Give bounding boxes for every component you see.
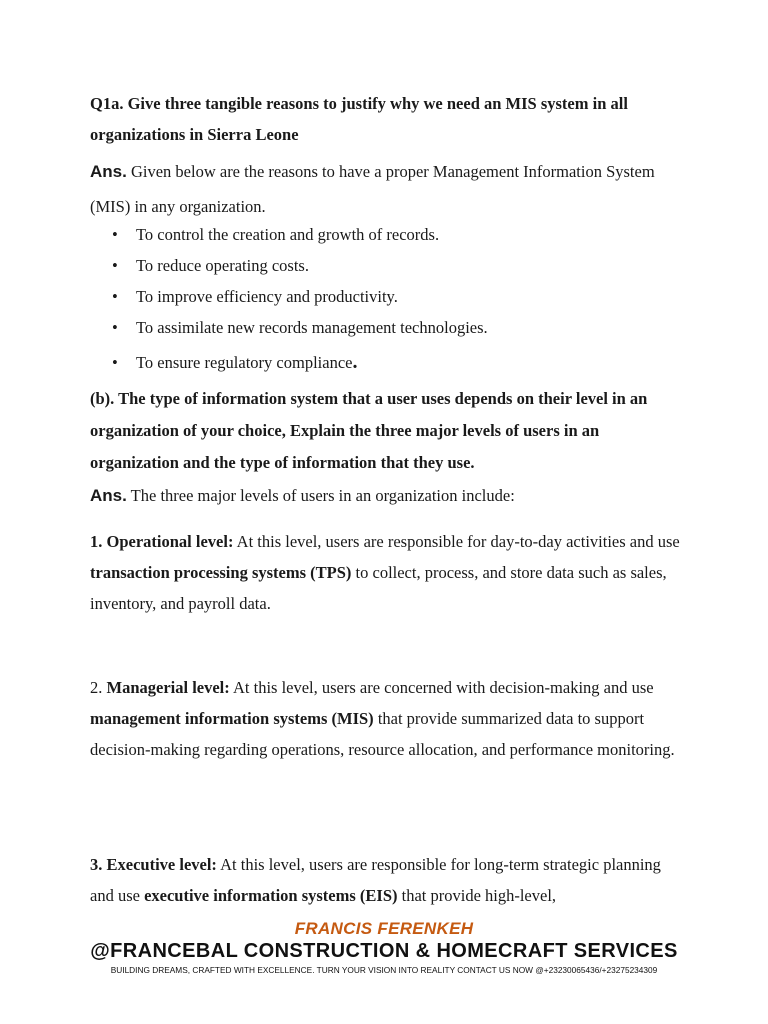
level-title: 1. Operational level:: [90, 532, 234, 551]
system-name: management information systems (MIS): [90, 709, 374, 728]
executive-level-paragraph: 3. Executive level: At this level, users are responsible for long-term strategic planning and use executive information systems (EIS) that provide high-level,: [90, 855, 661, 905]
answer-1b: [90, 480, 680, 511]
list-item: • To control the creation and growth of records.: [112, 225, 440, 244]
answer-1a-text: Given below are the reasons to have a proper Management Information System (MIS) in any organization.: [90, 162, 655, 216]
list-item: • To assimilate new records management technologies.: [112, 318, 488, 337]
author-name: FRANCIS FERENKEH: [294, 919, 474, 938]
bullet-icon: •: [112, 225, 118, 244]
list-item: • To improve efficiency and productivity.: [112, 287, 398, 306]
company-name: @FRANCEBAL CONSTRUCTION & HOMECRAFT SERVICES: [90, 940, 678, 962]
managerial-level-paragraph: 2. Managerial level: At this level, users are concerned with decision-making and use management information systems (MIS) that provide summarized data to support decision-making regarding operations, resource allocation, and performance monitoring.: [90, 678, 675, 759]
answer-1a: [90, 154, 680, 224]
system-name: executive information systems (EIS): [144, 886, 398, 905]
level-title: Managerial level:: [106, 678, 230, 697]
company-tagline: BUILDING DREAMS, CRAFTED WITH EXCELLENCE. TURN YOUR VISION INTO REALITY CONTACT US NOW @+23230065436/+23275234309: [110, 965, 658, 975]
question-1a: Q1a. Give three tangible reasons to justify why we need an MIS system in all organizations in Sierra Leone: [90, 94, 628, 144]
system-name: transaction processing systems (TPS): [90, 563, 352, 582]
operational-level-paragraph: 1. Operational level: At this level, users are responsible for day-to-day activities and use transaction processing systems (TPS) to collect, process, and store data such as sales, inventory, and payroll data.: [90, 532, 680, 613]
level-title: 3. Executive level:: [90, 855, 217, 874]
list-item: • To ensure regulatory compliance.: [112, 351, 358, 373]
bullet-icon: •: [112, 287, 118, 306]
bullet-icon: •: [112, 318, 118, 337]
answer-label: Ans.: [90, 162, 127, 181]
bullet-icon: •: [112, 256, 118, 275]
list-item: • To reduce operating costs.: [112, 256, 309, 275]
answer-1b-text: The three major levels of users in an organization include:: [126, 486, 515, 505]
answer-label: Ans.: [90, 486, 127, 505]
bullet-icon: •: [112, 353, 118, 372]
question-1b: (b). The type of information system that a user uses depends on their level in an organization of your choice, Explain the three major levels of users in an organization and the type of information that they use.: [90, 389, 648, 472]
